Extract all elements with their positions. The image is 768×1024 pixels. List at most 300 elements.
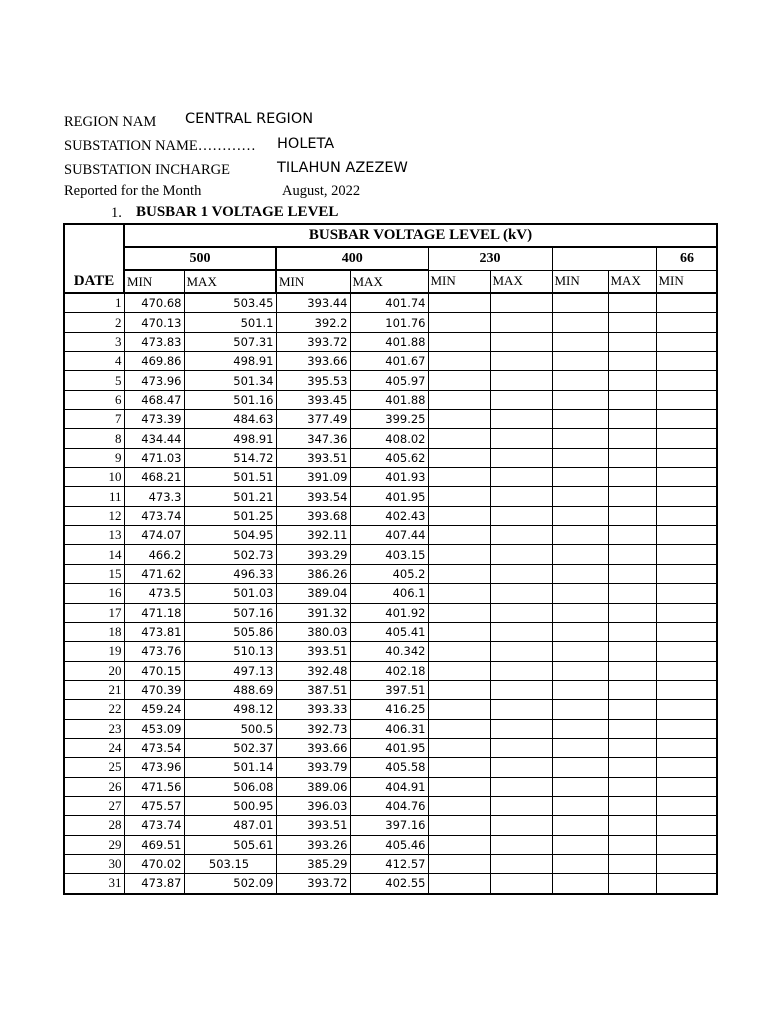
table-row [64,313,717,332]
date-cell: 11 [64,487,124,506]
empty-cell [552,796,608,815]
max-400-cell: 403.15 [350,545,428,564]
empty-cell [428,429,490,448]
empty-cell [656,796,717,815]
max-400-cell: 401.92 [350,603,428,622]
max-500-cell: 506.08 [184,777,276,796]
substation-label: SUBSTATION NAME………… [64,138,256,154]
substation-value: HOLETA [277,136,335,152]
min-400-cell: 392.73 [276,719,350,738]
empty-cell [656,468,717,487]
max-400-cell: 404.76 [350,796,428,815]
empty-cell [490,448,552,467]
max-500-cell: 487.01 [184,816,276,835]
empty-cell [490,661,552,680]
empty-cell [552,874,608,894]
empty-cell [656,564,717,583]
empty-cell [608,816,656,835]
max-500-cell: 510.13 [184,642,276,661]
max-230-header: MAX [490,270,552,293]
empty-cell [552,719,608,738]
empty-cell [656,487,717,506]
empty-cell [552,584,608,603]
max-400-cell: 401.95 [350,487,428,506]
min-400-cell: 393.66 [276,352,350,371]
empty-cell [656,410,717,429]
min-400-cell: 393.33 [276,700,350,719]
empty-cell [552,293,608,313]
max-400-cell: 405.97 [350,371,428,390]
empty-cell [490,796,552,815]
empty-cell [656,390,717,409]
empty-cell [608,545,656,564]
empty-cell [656,313,717,332]
empty-cell [552,564,608,583]
table-title: BUSBAR VOLTAGE LEVEL (kV) [124,224,717,247]
empty-cell [428,293,490,313]
month-label: Reported for the Month [64,183,202,199]
empty-cell [656,603,717,622]
empty-cell [428,468,490,487]
max-500-cell: 488.69 [184,680,276,699]
min-500-cell: 473.3 [124,487,184,506]
min-230-header: MIN [428,270,490,293]
table-row [64,448,717,467]
empty-cell [490,410,552,429]
min-400-cell: 393.51 [276,816,350,835]
group-500-header: 500 [124,247,276,270]
date-cell: 20 [64,661,124,680]
empty-cell [608,448,656,467]
min-400-cell: 393.72 [276,332,350,351]
date-cell: 23 [64,719,124,738]
empty-cell [490,603,552,622]
empty-cell [428,738,490,757]
date-cell: 27 [64,796,124,815]
min-400-cell: 393.66 [276,738,350,757]
min-500-cell: 470.39 [124,680,184,699]
min-500-cell: 473.76 [124,642,184,661]
empty-cell [428,854,490,873]
max-500-cell: 504.95 [184,526,276,545]
max-400-cell: 402.18 [350,661,428,680]
empty-cell [608,796,656,815]
min-400-cell: 393.26 [276,835,350,854]
table-row [64,777,717,796]
max-500-cell: 498.12 [184,700,276,719]
max-500-cell: 500.5 [184,719,276,738]
date-cell: 26 [64,777,124,796]
min-400-cell: 377.49 [276,410,350,429]
empty-cell [490,506,552,525]
empty-cell [656,506,717,525]
max-400-cell: 404.91 [350,777,428,796]
max-500-cell: 502.73 [184,545,276,564]
incharge-value: TILAHUN AZEZEW [277,160,408,176]
empty-cell [656,874,717,894]
empty-cell [552,816,608,835]
min-500-cell: 471.56 [124,777,184,796]
min-400-cell: 380.03 [276,622,350,641]
date-cell: 22 [64,700,124,719]
date-cell: 29 [64,835,124,854]
empty-cell [428,526,490,545]
date-cell: 7 [64,410,124,429]
date-cell: 16 [64,584,124,603]
empty-cell [608,584,656,603]
empty-cell [490,874,552,894]
section-number: 1. [111,205,122,221]
min-400-cell: 389.06 [276,777,350,796]
max-400-cell: 407.44 [350,526,428,545]
date-cell: 21 [64,680,124,699]
min-400-cell: 393.29 [276,545,350,564]
date-cell: 6 [64,390,124,409]
max-400-cell: 412.57 [350,854,428,873]
min-500-cell: 471.18 [124,603,184,622]
empty-cell [552,448,608,467]
table-row [64,332,717,351]
empty-cell [656,816,717,835]
min-400-cell: 393.44 [276,293,350,313]
empty-cell [608,700,656,719]
region-label: REGION NAM [64,114,157,130]
incharge-label: SUBSTATION INCHARGE [64,162,230,178]
empty-cell [552,700,608,719]
max-500-cell: 501.1 [184,313,276,332]
min-400-cell: 385.29 [276,854,350,873]
empty-cell [428,680,490,699]
table-row [64,758,717,777]
section-title: BUSBAR 1 VOLTAGE LEVEL [136,204,339,220]
max-500-cell: 502.09 [184,874,276,894]
min-400-cell: 393.79 [276,758,350,777]
date-cell: 15 [64,564,124,583]
max-400-cell: 402.55 [350,874,428,894]
min-400-cell: 396.03 [276,796,350,815]
empty-cell [490,758,552,777]
max-500-cell: 498.91 [184,429,276,448]
empty-cell [608,526,656,545]
voltage-table [63,223,718,895]
group-400-header: 400 [276,247,428,270]
month-value: August, 2022 [282,183,361,199]
empty-cell [428,835,490,854]
max-500-cell: 501.25 [184,506,276,525]
empty-cell [490,642,552,661]
min-500-cell: 470.15 [124,661,184,680]
empty-cell [552,854,608,873]
min-500-cell: 466.2 [124,545,184,564]
table-row [64,545,717,564]
date-cell: 17 [64,603,124,622]
max-500-cell: 501.14 [184,758,276,777]
empty-cell [608,332,656,351]
table-row [64,293,717,313]
empty-cell [608,603,656,622]
empty-cell [656,700,717,719]
empty-cell [490,564,552,583]
max-400-cell: 397.16 [350,816,428,835]
min-500-cell: 473.74 [124,816,184,835]
min-66-header: MIN [656,270,717,293]
min-500-cell: 475.57 [124,796,184,815]
empty-cell [490,777,552,796]
empty-cell [490,816,552,835]
min-400-cell: 391.09 [276,468,350,487]
min-400-cell: 393.45 [276,390,350,409]
table-row [64,603,717,622]
date-cell: 8 [64,429,124,448]
table-row [64,816,717,835]
empty-cell [608,564,656,583]
date-cell: 4 [64,352,124,371]
empty-cell [656,622,717,641]
table-row [64,371,717,390]
empty-cell [428,448,490,467]
min-500-cell: 473.39 [124,410,184,429]
max-400-cell: 405.62 [350,448,428,467]
empty-cell [428,758,490,777]
empty-cell [552,738,608,757]
min-500-cell: 473.83 [124,332,184,351]
min-400-cell: 387.51 [276,680,350,699]
empty-cell [428,777,490,796]
empty-cell [428,719,490,738]
max-400-cell: 399.25 [350,410,428,429]
empty-cell [608,835,656,854]
date-cell: 2 [64,313,124,332]
empty-cell [608,758,656,777]
max-500-cell: 501.21 [184,487,276,506]
min-500-cell: 470.13 [124,313,184,332]
min-400-header: MIN [276,270,350,293]
min-400-cell: 392.2 [276,313,350,332]
date-cell: 31 [64,874,124,894]
table-row [64,796,717,815]
min-500-cell: 471.62 [124,564,184,583]
max-500-cell: 505.86 [184,622,276,641]
max-400-cell: 405.2 [350,564,428,583]
max-500-cell: 503.15 [184,854,276,873]
max-400-cell: 406.31 [350,719,428,738]
min-500-cell: 453.09 [124,719,184,738]
table-row [64,410,717,429]
empty-cell [552,332,608,351]
max-500-cell: 507.31 [184,332,276,351]
empty-cell [656,545,717,564]
empty-cell [656,293,717,313]
min-blank-header: MIN [552,270,608,293]
max-400-cell: 40.342 [350,642,428,661]
empty-cell [490,622,552,641]
table-row [64,680,717,699]
empty-cell [552,371,608,390]
max-400-cell: 405.58 [350,758,428,777]
empty-cell [552,390,608,409]
empty-cell [656,584,717,603]
empty-cell [490,700,552,719]
min-500-header: MIN [124,270,184,293]
max-500-cell: 501.51 [184,468,276,487]
empty-cell [552,468,608,487]
empty-cell [608,410,656,429]
min-500-cell: 473.5 [124,584,184,603]
date-cell: 13 [64,526,124,545]
empty-cell [428,622,490,641]
empty-cell [608,622,656,641]
region-value: CENTRAL REGION [185,111,314,127]
date-cell: 25 [64,758,124,777]
min-500-cell: 473.96 [124,371,184,390]
table-row [64,854,717,873]
empty-cell [608,854,656,873]
date-cell: 14 [64,545,124,564]
empty-cell [490,545,552,564]
empty-cell [428,661,490,680]
empty-cell [490,487,552,506]
date-cell: 28 [64,816,124,835]
date-cell: 10 [64,468,124,487]
table-row [64,564,717,583]
date-cell: 3 [64,332,124,351]
max-400-cell: 101.76 [350,313,428,332]
empty-cell [656,777,717,796]
empty-cell [608,429,656,448]
empty-cell [490,371,552,390]
max-500-cell: 503.45 [184,293,276,313]
max-400-cell: 408.02 [350,429,428,448]
min-400-cell: 386.26 [276,564,350,583]
empty-cell [428,796,490,815]
empty-cell [656,738,717,757]
max-400-cell: 416.25 [350,700,428,719]
min-400-cell: 347.36 [276,429,350,448]
empty-cell [552,680,608,699]
empty-cell [608,468,656,487]
empty-cell [552,777,608,796]
min-500-cell: 473.87 [124,874,184,894]
empty-cell [608,487,656,506]
min-500-cell: 474.07 [124,526,184,545]
empty-cell [490,332,552,351]
empty-cell [656,526,717,545]
empty-cell [428,700,490,719]
min-400-cell: 391.32 [276,603,350,622]
min-500-cell: 473.81 [124,622,184,641]
date-cell: 24 [64,738,124,757]
min-500-cell: 459.24 [124,700,184,719]
empty-cell [608,371,656,390]
empty-cell [552,603,608,622]
empty-cell [428,352,490,371]
date-cell: 1 [64,293,124,313]
empty-cell [490,313,552,332]
empty-cell [608,642,656,661]
empty-cell [608,661,656,680]
empty-cell [608,738,656,757]
date-cell: 12 [64,506,124,525]
empty-cell [490,854,552,873]
group-blank-header [552,247,656,270]
max-500-cell: 502.37 [184,738,276,757]
date-cell: 30 [64,854,124,873]
table-row [64,719,717,738]
max-500-cell: 501.16 [184,390,276,409]
empty-cell [490,468,552,487]
min-400-cell: 393.51 [276,448,350,467]
table-row [64,352,717,371]
min-400-cell: 392.48 [276,661,350,680]
empty-cell [552,313,608,332]
table-row [64,429,717,448]
empty-cell [656,661,717,680]
empty-cell [552,487,608,506]
table-row [64,468,717,487]
empty-cell [608,293,656,313]
max-400-cell: 402.43 [350,506,428,525]
empty-cell [656,352,717,371]
table-row [64,700,717,719]
empty-cell [656,758,717,777]
date-cell: 19 [64,642,124,661]
min-400-cell: 393.54 [276,487,350,506]
table-row [64,642,717,661]
empty-cell [428,332,490,351]
empty-cell [428,545,490,564]
empty-cell [608,680,656,699]
min-500-cell: 473.74 [124,506,184,525]
empty-cell [490,835,552,854]
empty-cell [428,603,490,622]
table-row [64,487,717,506]
date-header: DATE [64,224,124,293]
table-row [64,390,717,409]
empty-cell [428,564,490,583]
empty-cell [552,526,608,545]
min-500-cell: 473.54 [124,738,184,757]
max-400-cell: 405.41 [350,622,428,641]
max-400-cell: 406.1 [350,584,428,603]
empty-cell [490,738,552,757]
min-500-cell: 473.96 [124,758,184,777]
empty-cell [428,584,490,603]
empty-cell [552,835,608,854]
empty-cell [608,874,656,894]
empty-cell [428,506,490,525]
empty-cell [656,429,717,448]
date-cell: 5 [64,371,124,390]
max-400-cell: 401.88 [350,390,428,409]
empty-cell [656,719,717,738]
table-row [64,526,717,545]
min-400-cell: 392.11 [276,526,350,545]
empty-cell [552,642,608,661]
empty-cell [490,584,552,603]
max-400-cell: 401.74 [350,293,428,313]
empty-cell [428,313,490,332]
empty-cell [552,410,608,429]
empty-cell [656,642,717,661]
empty-cell [552,622,608,641]
table-row [64,874,717,894]
table-row [64,622,717,641]
max-500-cell: 484.63 [184,410,276,429]
empty-cell [552,545,608,564]
min-500-cell: 471.03 [124,448,184,467]
min-400-cell: 389.04 [276,584,350,603]
max-500-header: MAX [184,270,276,293]
